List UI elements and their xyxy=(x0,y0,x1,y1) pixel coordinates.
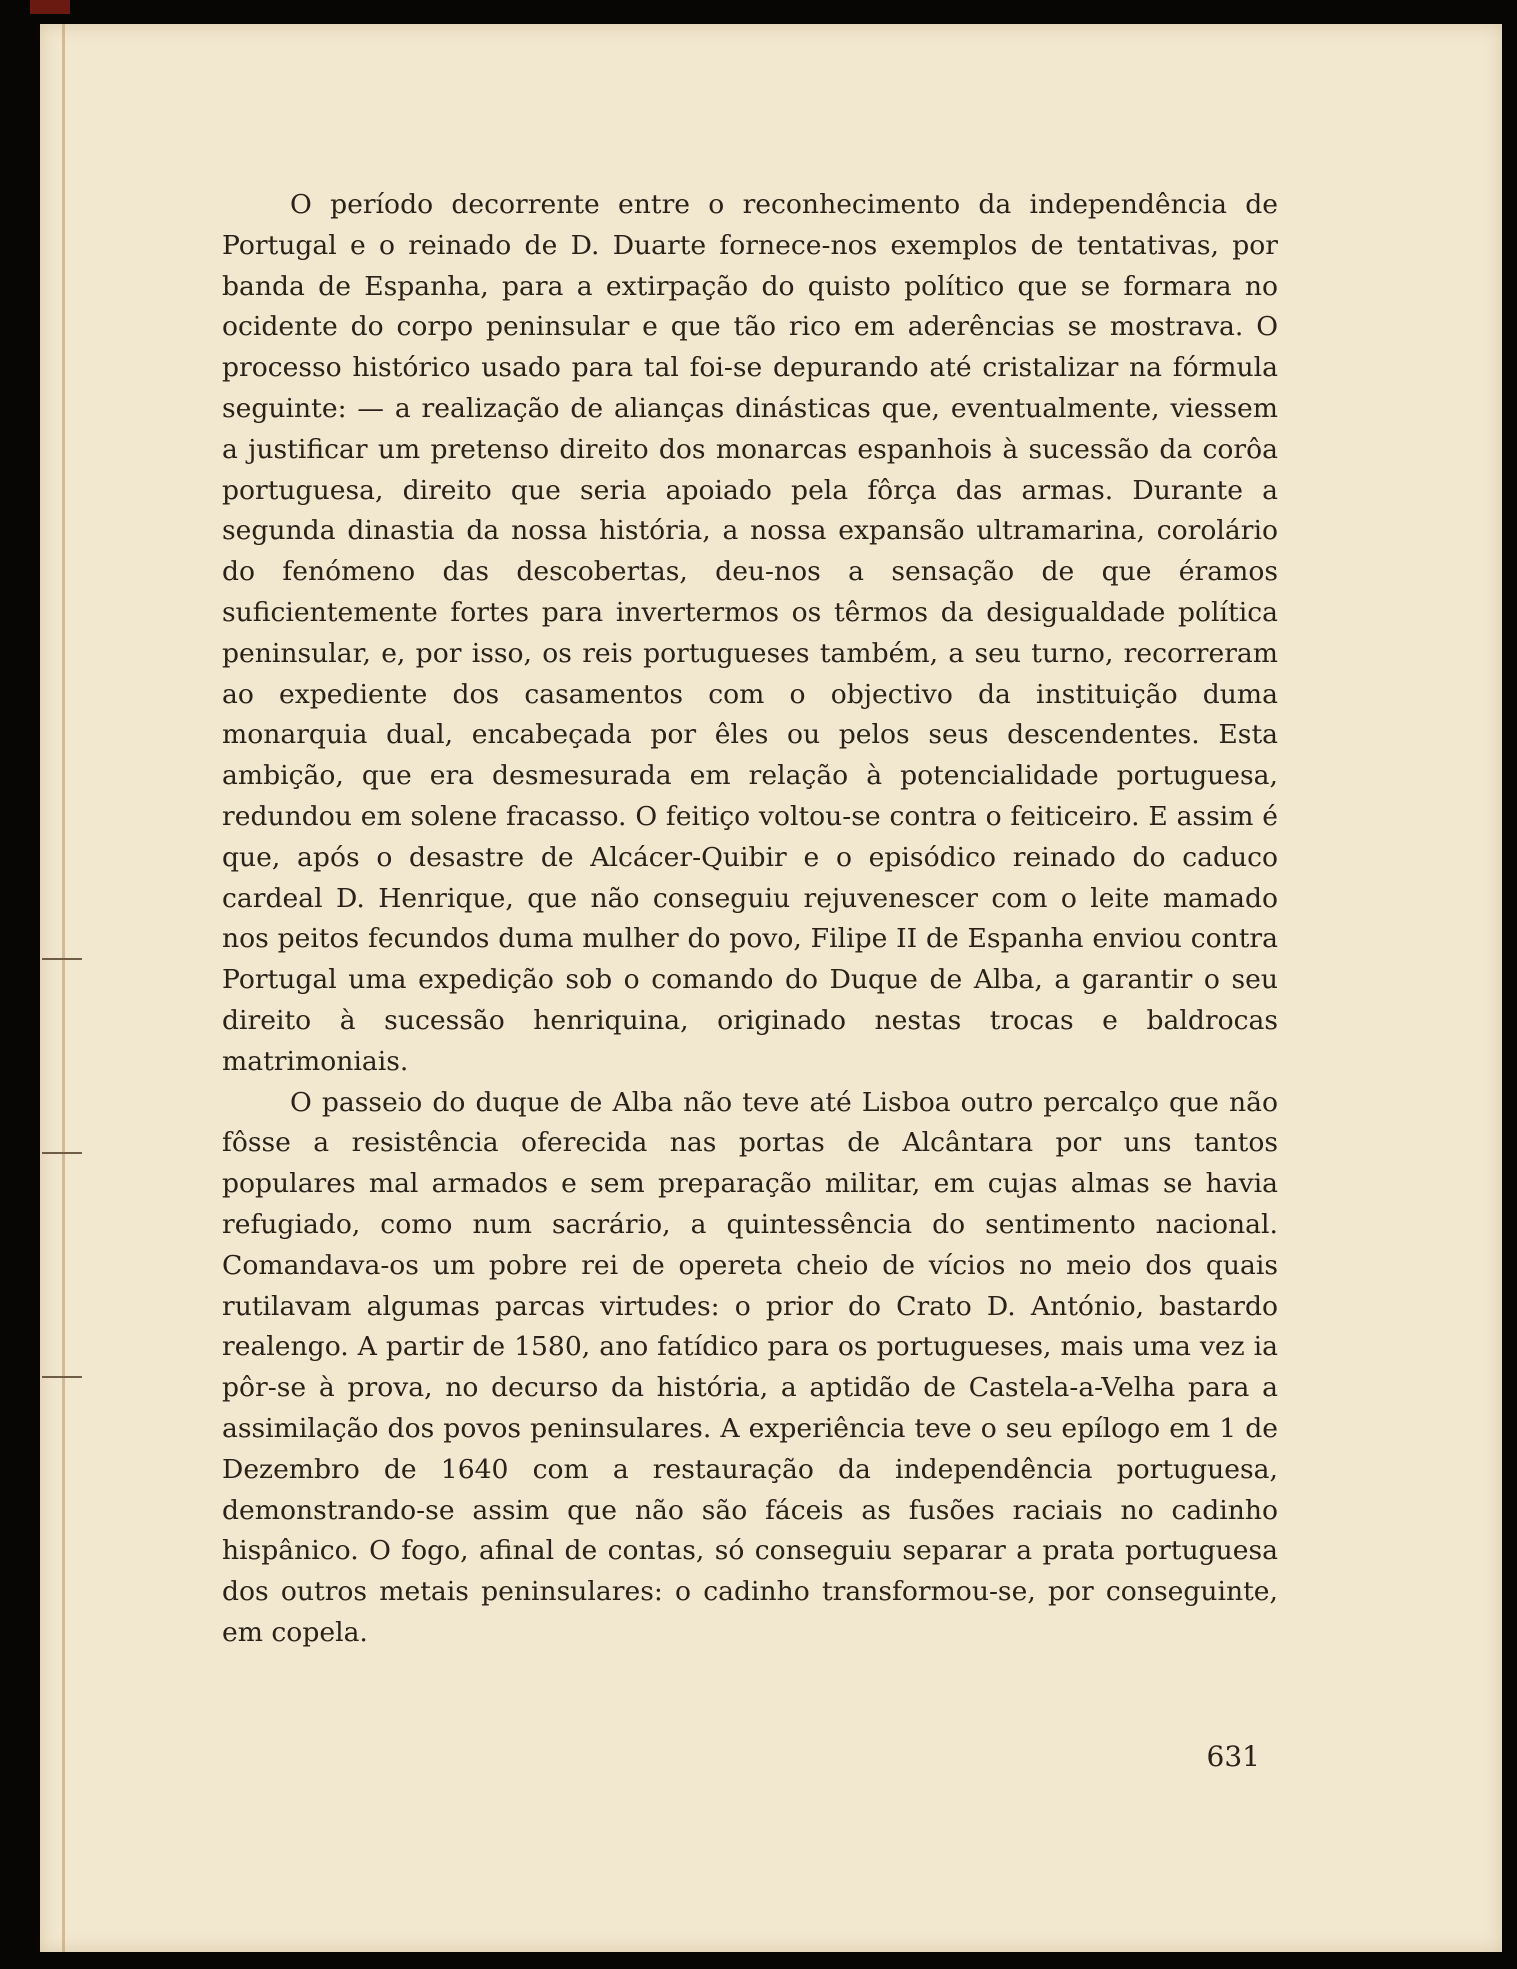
paragraph-2: O passeio do duque de Alba não teve até Lisboa outro percalço que não fôsse a resistência oferecida nas portas de Alcântara por uns tantos populares mal armados e sem preparação militar, em cujas almas se havia refugiado, como num sacrário, a quintessência do sentimento nacional. Comandava-os um pobre rei de opereta cheio de vícios no meio dos quais rutilavam algumas parcas virtudes: o prior do Crato D. António, bastardo realengo. A partir de 1580, ano fatídico para os portugueses, mais uma vez ia pôr-se à prova, no decurso da história, a aptidão de Castela-a-Velha para a assimilação dos povos peninsulares. A experiência teve o seu epílogo em 1 de Dezembro de 1640 com a restauração da independência portuguesa, demonstrando-se assim que não são fáceis as fusões raciais no cadinho hispânico. O fogo, afinal de contas, só conseguiu separar a prata portuguesa dos outros metais peninsulares: o cadinho transformou-se, por conseguinte, em copela. xyxy=(222,1086,1278,1648)
page-spine-edge xyxy=(62,24,65,1952)
margin-tick-mark xyxy=(42,1376,82,1378)
margin-tick-mark xyxy=(42,958,82,960)
margin-tick-mark xyxy=(42,1152,82,1154)
paragraph-1: O período decorrente entre o reconhecimento da independência de Portugal e o reinado de D. Duarte fornece-nos exemplos de tentativas, por banda de Espanha, para a extirpação do quisto político que se formara no ocidente do corpo peninsular e que tão rico em aderências se mostrava. O processo histórico usado para tal foi-se depurando até cristalizar na fórmula seguinte: — a realização de alianças dinásticas que, eventualmente, viessem a justificar um pretenso direito dos monarcas espanhois à sucessão da corôa portuguesa, direito que seria apoiado pela fôrça das armas. Durante a segunda dinastia da nossa história, a nossa expansão ultramarina, corolário do fenómeno das descobertas, deu-nos a sensação de que éramos suficientemente fortes para invertermos os têrmos da desigualdade política peninsular, e, por isso, os reis portugueses também, a seu turno, recorreram ao expediente dos casamentos com o objectivo da instituição duma monarquia dual, encabeçada por êles ou pelos seus descendentes. Esta ambição, que era desmesurada em relação à potencialidade portuguesa, redundou em solene fracasso. O feitiço voltou-se contra o feiticeiro. E assim é que, após o desastre de Alcácer-Quibir e o episódico reinado do caduco cardeal D. Henrique, que não conseguiu rejuvenescer com o leite mamado nos peitos fecundos duma mulher do povo, Filipe II de Espanha enviou contra Portugal uma expedição sob o comando do Duque de Alba, a garantir o seu direito à sucessão henriquina, originado nestas trocas e baldrocas matrimoniais. xyxy=(222,189,1278,1077)
page-number: 631 xyxy=(1206,1740,1260,1773)
binding-corner-mark xyxy=(30,0,70,14)
body-text xyxy=(222,185,1278,1654)
